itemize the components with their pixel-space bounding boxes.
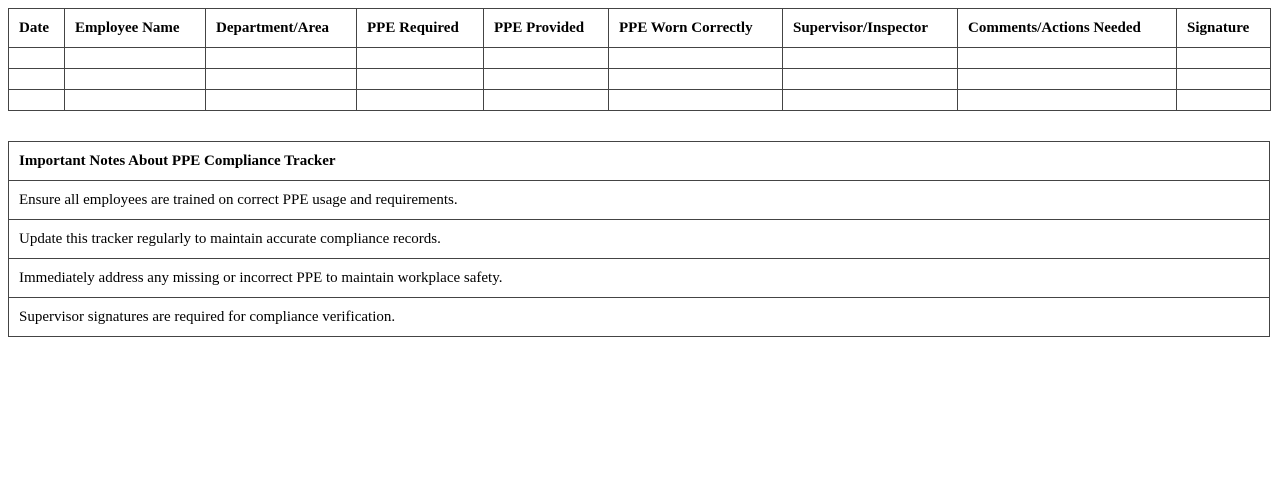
table-row [9, 48, 1271, 69]
column-header-supervisor-inspector: Supervisor/Inspector [783, 9, 958, 48]
cell-ppe-provided[interactable] [484, 48, 609, 69]
column-header-comments-actions: Comments/Actions Needed [958, 9, 1177, 48]
ppe-tracker-table [8, 8, 1271, 111]
note-item: Ensure all employees are trained on correct PPE usage and requirements. [9, 181, 1270, 220]
note-row [9, 181, 1270, 220]
cell-supervisor-inspector[interactable] [783, 69, 958, 90]
column-header-ppe-worn-correctly: PPE Worn Correctly [609, 9, 783, 48]
cell-comments-actions[interactable] [958, 90, 1177, 111]
cell-employee-name[interactable] [65, 90, 206, 111]
cell-ppe-required[interactable] [357, 69, 484, 90]
column-header-ppe-required: PPE Required [357, 9, 484, 48]
cell-date[interactable] [9, 48, 65, 69]
notes-title-row [9, 142, 1270, 181]
cell-ppe-worn-correctly[interactable] [609, 90, 783, 111]
cell-employee-name[interactable] [65, 69, 206, 90]
column-header-signature: Signature [1177, 9, 1271, 48]
cell-signature[interactable] [1177, 48, 1271, 69]
cell-date[interactable] [9, 90, 65, 111]
column-header-employee-name: Employee Name [65, 9, 206, 48]
cell-signature[interactable] [1177, 69, 1271, 90]
column-header-date: Date [9, 9, 65, 48]
cell-supervisor-inspector[interactable] [783, 90, 958, 111]
column-header-department-area: Department/Area [206, 9, 357, 48]
column-header-ppe-provided: PPE Provided [484, 9, 609, 48]
cell-supervisor-inspector[interactable] [783, 48, 958, 69]
cell-ppe-required[interactable] [357, 90, 484, 111]
cell-employee-name[interactable] [65, 48, 206, 69]
cell-date[interactable] [9, 69, 65, 90]
notes-title: Important Notes About PPE Compliance Tracker [9, 142, 1270, 181]
cell-ppe-provided[interactable] [484, 90, 609, 111]
note-item: Update this tracker regularly to maintain accurate compliance records. [9, 220, 1270, 259]
note-item: Immediately address any missing or incorrect PPE to maintain workplace safety. [9, 259, 1270, 298]
table-row [9, 90, 1271, 111]
cell-comments-actions[interactable] [958, 48, 1177, 69]
note-row [9, 220, 1270, 259]
cell-signature[interactable] [1177, 90, 1271, 111]
note-item: Supervisor signatures are required for compliance verification. [9, 298, 1270, 337]
note-row [9, 298, 1270, 337]
cell-ppe-worn-correctly[interactable] [609, 69, 783, 90]
table-row [9, 69, 1271, 90]
cell-comments-actions[interactable] [958, 69, 1177, 90]
cell-ppe-worn-correctly[interactable] [609, 48, 783, 69]
cell-ppe-provided[interactable] [484, 69, 609, 90]
cell-ppe-required[interactable] [357, 48, 484, 69]
important-notes-table [8, 141, 1270, 337]
table-header-row [9, 9, 1271, 48]
note-row [9, 259, 1270, 298]
cell-department-area[interactable] [206, 48, 357, 69]
cell-department-area[interactable] [206, 69, 357, 90]
cell-department-area[interactable] [206, 90, 357, 111]
